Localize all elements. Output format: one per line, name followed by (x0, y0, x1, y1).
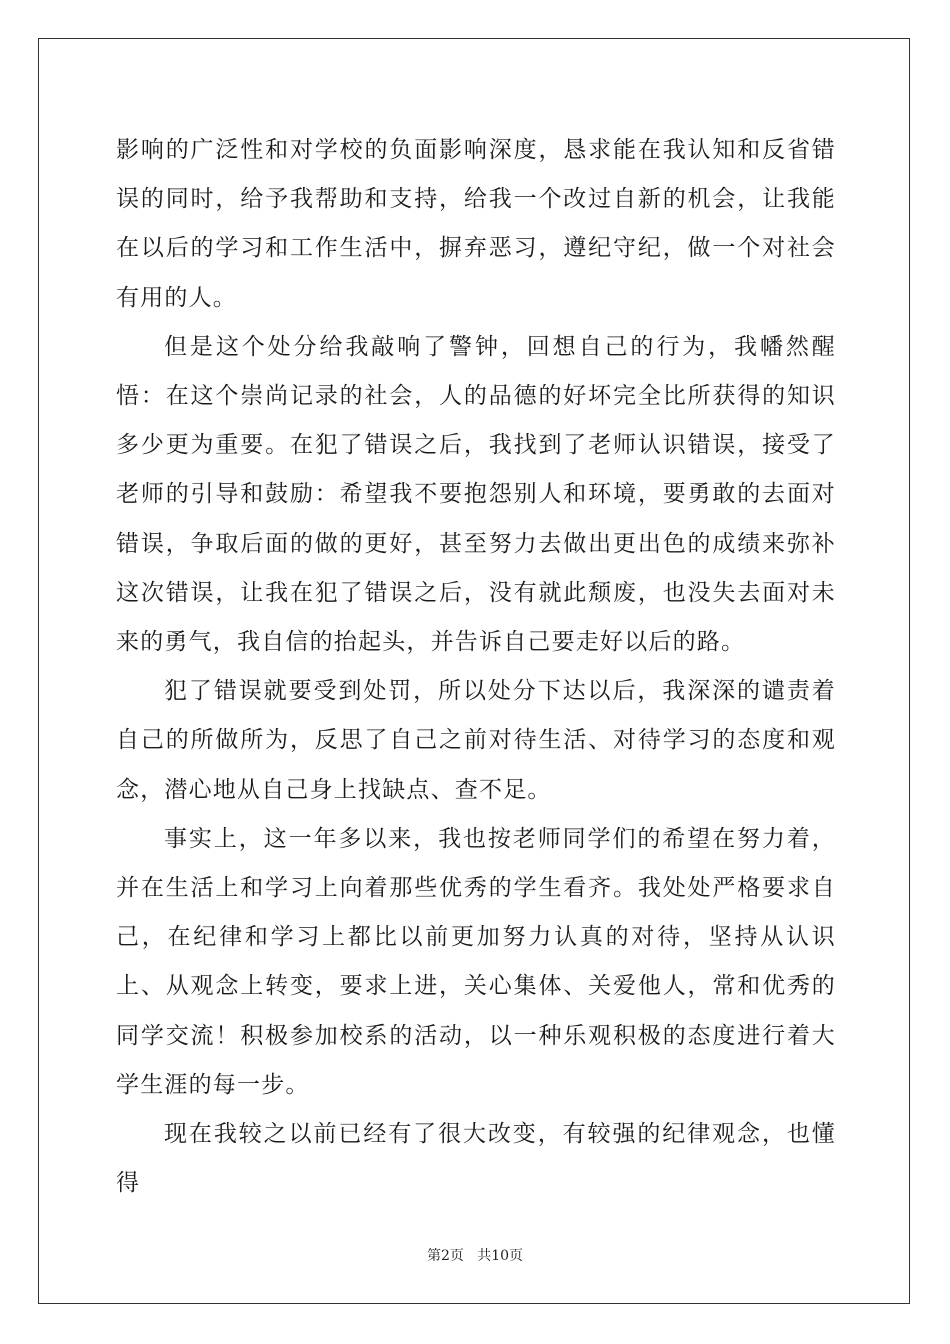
paragraph-5: 现在我较之以前已经有了很大改变，有较强的纪律观念，也懂得 (116, 1121, 836, 1197)
page-number-footer: 第2页 共10页 (426, 1248, 524, 1264)
paragraph-3: 犯了错误就要受到处罚，所以处分下达以后，我深深的谴责着自己的所做所为，反思了自己之前对待生活、对待学习的态度和观念，潜心地从自己身上找缺点、查不足。 (116, 678, 836, 803)
document-body (116, 126, 836, 1208)
paragraph-1: 影响的广泛性和对学校的负面影响深度，恳求能在我认知和反省错误的同时，给予我帮助和支持，给我一个改过自新的机会，让我能在以后的学习和工作生活中，摒弃恶习，遵纪守纪，做一个对社会有用的人。 (116, 137, 836, 311)
paragraph-2: 但是这个处分给我敲响了警钟，回想自己的行为，我幡然醒悟：在这个崇尚记录的社会，人的品德的好坏完全比所获得的知识多少更为重要。在犯了错误之后，我找到了老师认识错误，接受了老师的引导和鼓励：希望我不要抱怨别人和环境，要勇敢的去面对错误，争取后面的做的更好，甚至努力去做出更出色的成绩来弥补这次错误，让我在犯了错误之后，没有就此颓废，也没失去面对未来的勇气，我自信的抬起头，并告诉自己要走好以后的路。 (116, 333, 836, 656)
paragraph-4: 事实上，这一年多以来，我也按老师同学们的希望在努力着，并在生活上和学习上向着那些优秀的学生看齐。我处处严格要求自己，在纪律和学习上都比以前更加努力认真的对待，坚持从认识上、从观念上转变，要求上进，关心集体、关爱他人，常和优秀的同学交流！积极参加校系的活动，以一种乐观积极的态度进行着大学生涯的每一步。 (116, 825, 836, 1098)
